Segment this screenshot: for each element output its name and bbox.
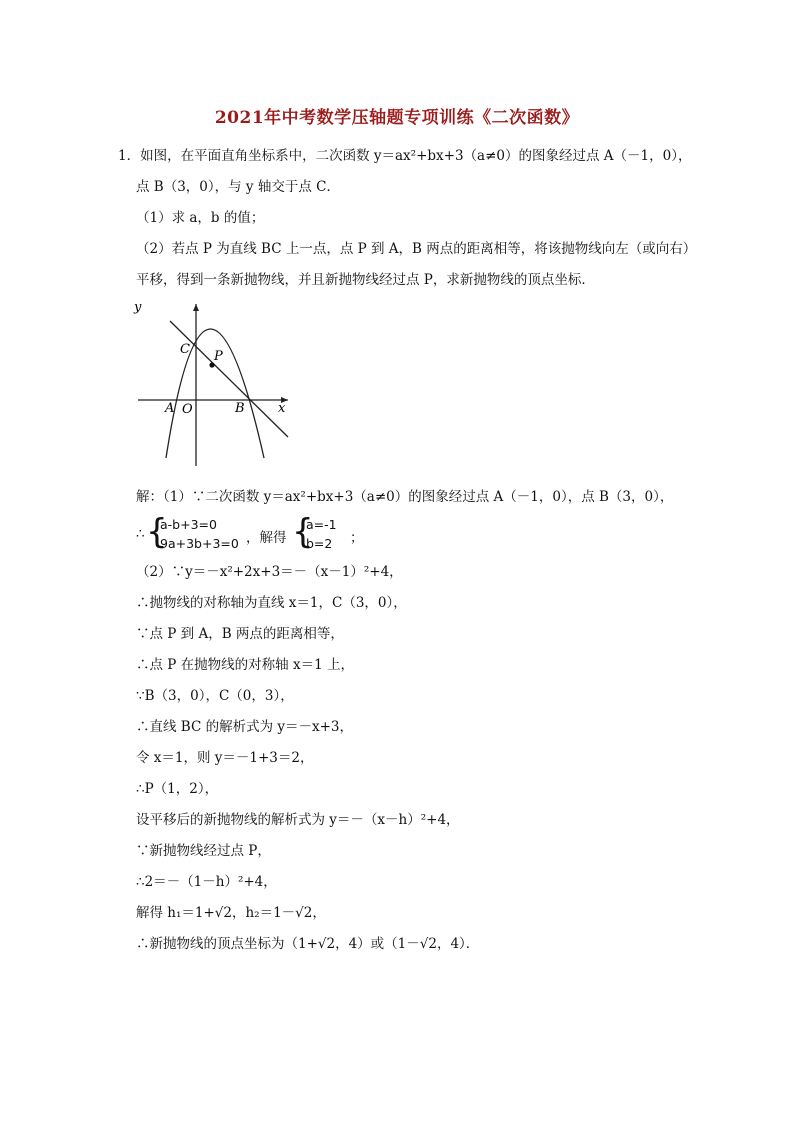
solution-line-4: ∴抛物线的对称轴为直线 x＝1，C（3，0）， [136, 595, 407, 611]
therefore-symbol: ∴ [136, 526, 145, 542]
solution-line-12: ∵新抛物线经过点 P， [136, 843, 271, 859]
equation-system-2 [306, 515, 337, 553]
label-o: O [182, 402, 193, 417]
solution-line-6: ∴点 P 在抛物线的对称轴 x＝1 上， [136, 657, 354, 673]
system-1-row-1: a-b+3=0 [160, 517, 217, 532]
system-1-row-2: 9a+3b+3=0 [160, 536, 239, 551]
problem-part-1: （1）求 a，b 的值； [136, 210, 265, 226]
label-c: C [180, 342, 190, 357]
label-b: B [235, 401, 245, 416]
solution-line-13: ∴2＝－（1－h）²+4， [136, 874, 277, 890]
solve-word: ，解得 [246, 530, 287, 546]
equation-system-1 [160, 515, 239, 553]
y-axis-arrow [193, 304, 199, 311]
system-2-row-2: b=2 [306, 536, 333, 551]
solution-line-5: ∵点 P 到 A，B 两点的距离相等， [136, 626, 344, 642]
left-brace-1: { [146, 512, 168, 552]
problem-line-1: 1．如图，在平面直角坐标系中，二次函数 y＝ax²+bx+3（a≠0）的图象经过点 A（－1，0）， [118, 148, 692, 164]
label-y: y [134, 300, 142, 315]
semicolon: ； [350, 530, 364, 546]
solution-line-1: 解：（1）∵二次函数 y＝ax²+bx+3（a≠0）的图象经过点 A（－1，0），点 B（3，0）， [136, 489, 674, 505]
problem-line-2: 点 B（3，0），与 y 轴交于点 C． [136, 179, 340, 195]
solution-line-14: 解得 h₁＝1+√2，h₂＝1－√2， [136, 905, 326, 921]
solution-line-8: ∴直线 BC 的解析式为 y＝－x+3， [136, 719, 354, 735]
label-a: A [165, 401, 175, 416]
left-brace-2: { [292, 512, 314, 552]
solution-line-7: ∵B（3，0），C（0，3）， [136, 688, 294, 704]
solution-line-15: ∴新抛物线的顶点坐标为（1+√2，4）或（1－√2，4）． [136, 936, 480, 952]
system-2-row-1: a=-1 [306, 517, 337, 532]
line-bc [170, 321, 288, 437]
problem-part-2-line-1: （2）若点 P 为直线 BC 上一点，点 P 到 A，B 两点的距离相等，将该抛物线向左（或向右） [136, 241, 697, 257]
label-p: P [214, 349, 223, 364]
label-x: x [278, 401, 286, 416]
solution-line-10: ∴P（1，2）， [136, 781, 219, 797]
equation-system-row [136, 513, 536, 555]
problem-part-2-line-2: 平移，得到一条新抛物线，并且新抛物线经过点 P，求新抛物线的顶点坐标． [136, 272, 595, 288]
document-title: 2021年中考数学压轴题专项训练《二次函数》 [214, 108, 580, 128]
solution-line-3: （2）∵y＝－x²+2x+3＝－（x－1）²+4， [136, 564, 403, 580]
solution-line-11: 设平移后的新抛物线的解析式为 y＝－（x－h）²+4， [136, 812, 460, 828]
solution-line-9: 令 x＝1，则 y＝－1+3＝2， [136, 750, 314, 766]
parabola-figure [130, 296, 300, 471]
